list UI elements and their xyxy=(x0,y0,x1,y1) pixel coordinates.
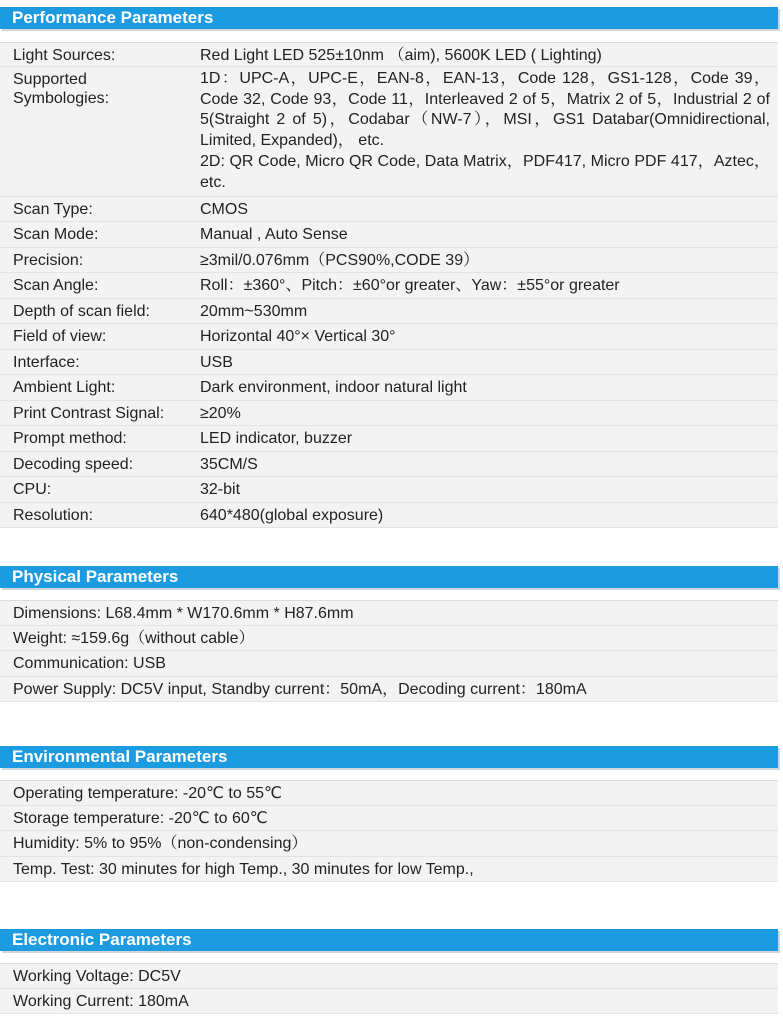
row-value: 32-bit xyxy=(200,481,241,499)
row-value: Red Light LED 525±10nm （aim), 5600K LED ( Lighting) xyxy=(200,47,602,64)
environmental-title: Environmental Parameters xyxy=(12,747,228,766)
performance-header xyxy=(0,7,778,29)
table-row xyxy=(0,426,778,452)
table-row xyxy=(0,503,778,529)
row-label: Light Sources: xyxy=(13,47,116,64)
table-row xyxy=(0,477,778,503)
electronic-table xyxy=(0,963,778,1014)
electronic-section xyxy=(0,929,783,1014)
table-row xyxy=(0,324,778,350)
table-row xyxy=(0,401,778,427)
row-label: Scan Angle: xyxy=(13,277,99,295)
row-value: 640*480(global exposure) xyxy=(200,506,384,524)
row-value: Roll：±360°、Pitch：±60°or greater、Yaw：±55°or greater xyxy=(200,277,620,295)
row-text: Dimensions: L68.4mm * W170.6mm * H87.6mm xyxy=(13,605,354,622)
row-label: Scan Type: xyxy=(13,200,93,218)
row-label: Precision: xyxy=(13,251,84,269)
electronic-header xyxy=(0,929,778,951)
row-value: ≥3mil/0.076mm（PCS90%,CODE 39） xyxy=(200,251,480,269)
row-text: Communication: USB xyxy=(13,655,166,672)
table-row xyxy=(0,273,778,299)
row-value: Dark environment, indoor natural light xyxy=(200,379,467,397)
row-label: Depth of scan field: xyxy=(13,302,150,320)
environmental-section xyxy=(0,746,783,882)
row-value: ≥20% xyxy=(200,404,241,422)
row-value: 35CM/S xyxy=(200,455,258,473)
physical-table xyxy=(0,600,778,702)
table-row xyxy=(0,963,778,989)
row-text: Temp. Test: 30 minutes for high Temp., 30 minutes for low Temp., xyxy=(13,860,474,878)
row-value: Horizontal 40°× Vertical 30° xyxy=(200,328,396,346)
row-text: Weight: ≈159.6g（without cable） xyxy=(13,629,255,647)
row-label: Print Contrast Signal: xyxy=(13,404,165,422)
table-row xyxy=(0,222,778,248)
row-label: Prompt method: xyxy=(13,430,127,448)
table-row xyxy=(0,780,778,806)
table-row xyxy=(0,831,778,857)
table-row xyxy=(0,857,778,883)
table-row xyxy=(0,197,778,223)
row-text: Power Supply: DC5V input, Standby current：50mA，Decoding current：180mA xyxy=(13,680,587,698)
table-row xyxy=(0,67,778,197)
electronic-title: Electronic Parameters xyxy=(12,930,192,949)
row-value: USB xyxy=(200,353,233,371)
row-value: LED indicator, buzzer xyxy=(200,430,353,448)
physical-section xyxy=(0,566,783,702)
physical-title: Physical Parameters xyxy=(12,567,179,586)
table-row xyxy=(0,626,778,652)
row-label: Supported Symbologies: xyxy=(13,70,110,107)
table-row xyxy=(0,299,778,325)
row-text: Operating temperature: -20℃ to 55℃ xyxy=(13,785,282,802)
row-label: Resolution: xyxy=(13,506,94,524)
row-label: CPU: xyxy=(13,481,52,499)
row-value: 1D：UPC-A，UPC-E，EAN-8，EAN-13，Code 128，GS1-128，Code 39，Code 32, Code 93，Code 11，Interleaved 2 of 5，Matrix 2 of 5，Industrial 2 of 5(Straight 2 of 5)，Codabar（NW-7），MSI，GS1 Databar(Omnidirectional, Limited, Expanded)， etc. 2D: QR Code, Micro QR Code, Data Matrix，PDF417, Micro PDF 417，Aztec，etc. xyxy=(200,69,770,191)
row-label: Decoding speed: xyxy=(13,455,134,473)
row-label: Scan Mode: xyxy=(13,226,99,244)
table-row xyxy=(0,677,778,703)
performance-title: Performance Parameters xyxy=(12,8,214,27)
table-row xyxy=(0,989,778,1015)
environmental-header xyxy=(0,746,778,768)
row-value: CMOS xyxy=(200,200,248,218)
environmental-table xyxy=(0,780,778,882)
row-text: Humidity: 5% to 95%（non-condensing） xyxy=(13,835,308,852)
table-row xyxy=(0,651,778,677)
row-label: Ambient Light: xyxy=(13,379,116,397)
table-row xyxy=(0,600,778,626)
table-row xyxy=(0,350,778,376)
table-row xyxy=(0,248,778,274)
performance-section xyxy=(0,7,783,528)
table-row xyxy=(0,375,778,401)
row-value: 20mm~530mm xyxy=(200,302,308,320)
row-value: Manual , Auto Sense xyxy=(200,226,348,244)
table-row xyxy=(0,42,778,67)
row-label: Interface: xyxy=(13,353,80,371)
row-text: Storage temperature: -20℃ to 60℃ xyxy=(13,809,268,827)
row-label: Field of view: xyxy=(13,328,107,346)
physical-header xyxy=(0,566,778,588)
row-text: Working Current: 180mA xyxy=(13,992,189,1010)
table-row xyxy=(0,452,778,478)
table-row xyxy=(0,806,778,832)
performance-table xyxy=(0,42,778,528)
row-text: Working Voltage: DC5V xyxy=(13,968,181,985)
